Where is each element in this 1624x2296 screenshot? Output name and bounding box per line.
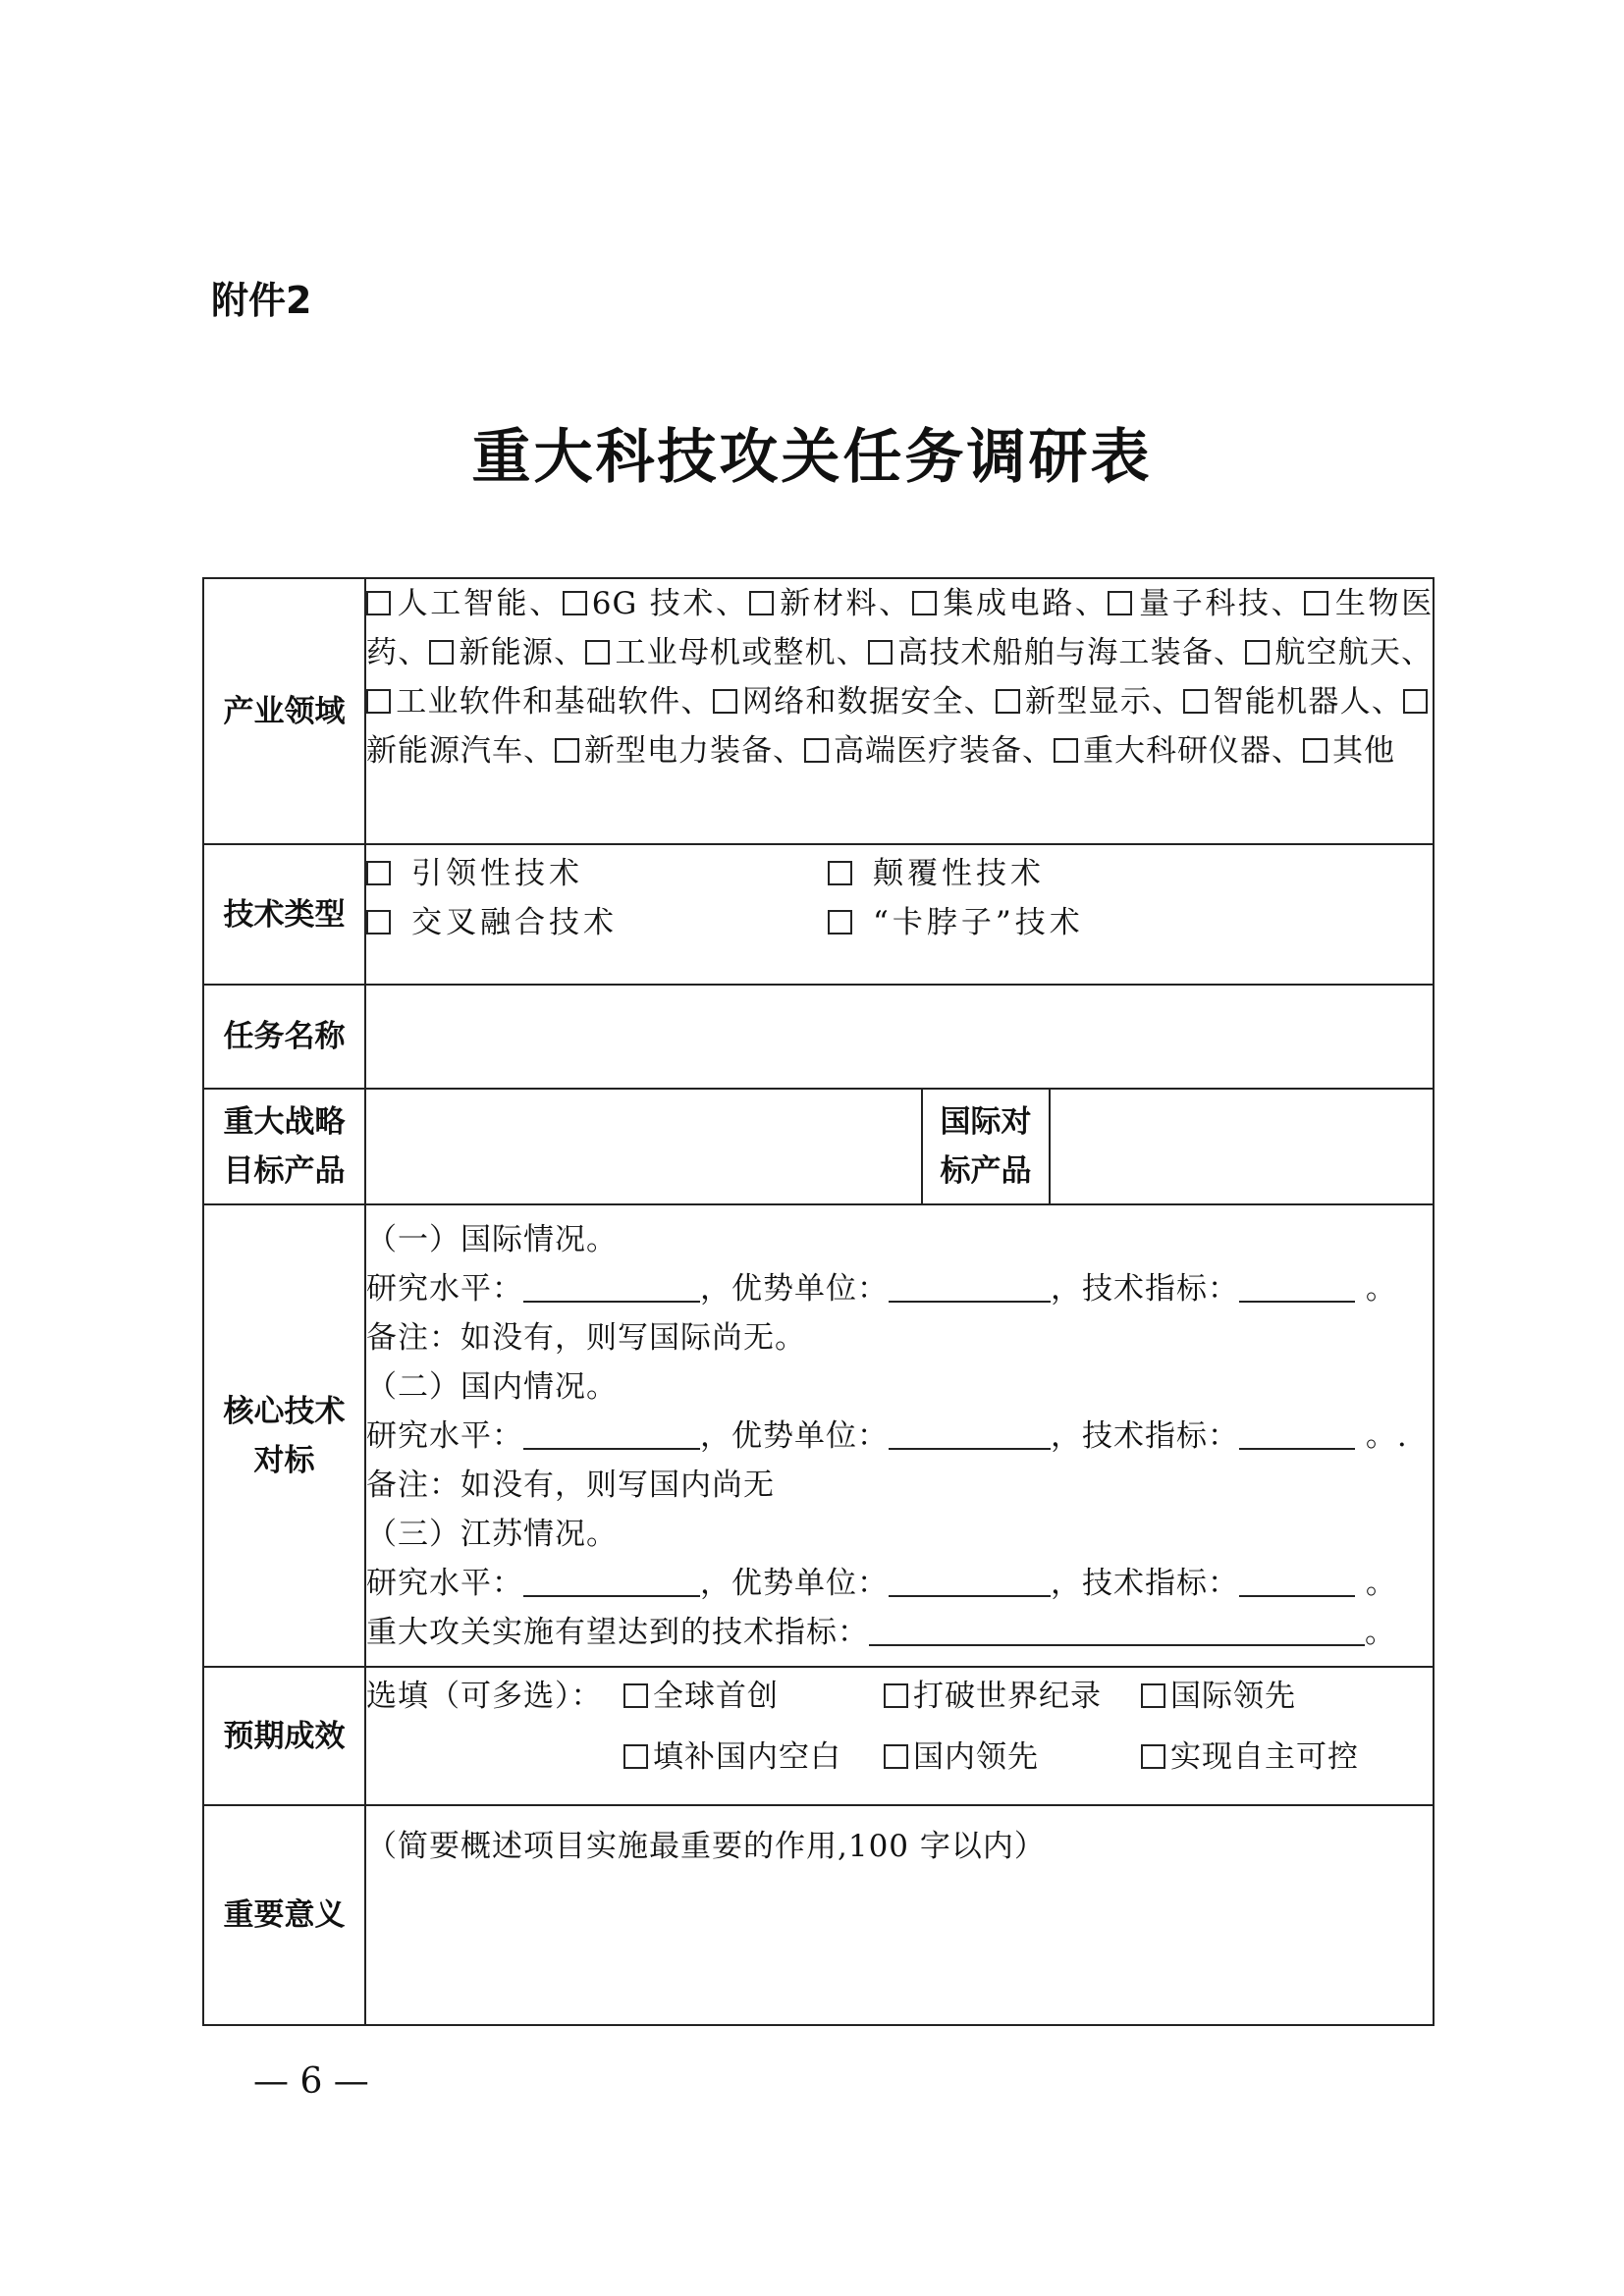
- industry-label: 产业领域: [203, 578, 365, 844]
- intl-benchmark-product-field[interactable]: [1050, 1089, 1434, 1204]
- checkbox-icon[interactable]: [563, 591, 587, 615]
- row-expected-effect: [203, 1667, 1434, 1805]
- tech-option-cross[interactable]: 交叉融合技术: [366, 898, 828, 947]
- checkbox-icon[interactable]: [429, 640, 454, 665]
- industry-option[interactable]: 新型电力装备: [555, 733, 773, 769]
- checkbox-icon[interactable]: [996, 689, 1020, 714]
- target-index-line: 重大攻关实施有望达到的技术指标： 。: [366, 1615, 1396, 1650]
- tech-type-label: 技术类型: [203, 844, 365, 985]
- significance-label: 重要意义: [203, 1805, 365, 2025]
- checkbox-icon[interactable]: [868, 640, 893, 665]
- checkbox-icon[interactable]: [366, 910, 391, 934]
- industry-option[interactable]: 新材料: [749, 586, 880, 621]
- industry-option[interactable]: 新能源汽车: [366, 684, 1433, 769]
- checkbox-icon[interactable]: [828, 910, 852, 934]
- industry-option[interactable]: 工业母机或整机: [585, 635, 836, 670]
- survey-form: [202, 577, 1435, 2026]
- industry-option[interactable]: 航空航天: [1245, 635, 1401, 670]
- effect-option[interactable]: 国内领先: [884, 1733, 1141, 1793]
- blank-field[interactable]: [869, 1617, 1365, 1646]
- checkbox-icon[interactable]: [1245, 640, 1270, 665]
- checkbox-icon[interactable]: [623, 1744, 648, 1769]
- checkbox-icon[interactable]: [555, 738, 579, 763]
- expected-effect-label: 预期成效: [203, 1667, 365, 1805]
- checkbox-icon[interactable]: [912, 591, 937, 615]
- row-core-tech: [203, 1204, 1434, 1667]
- blank-field[interactable]: [523, 1568, 700, 1597]
- effect-option[interactable]: 打破世界纪录: [884, 1672, 1141, 1733]
- domestic-heading: （二）国内情况。: [366, 1369, 618, 1405]
- industry-option-list: 人工智能、 6G 技术、 新材料、 集成电路、 量子科技、 生物医药、 新能源、 工业母机或整机、 高技术船舶与海工装备、 航空航天、工业软件和基础软件、 网络和数据安全、 新型显示、 智能机器人、新能源汽车、 新型电力装备、 高端医疗装备、 重大科研仪器、 其他: [366, 586, 1434, 769]
- industry-option[interactable]: 网络和数据安全: [713, 684, 964, 720]
- checkbox-icon[interactable]: [1108, 591, 1132, 615]
- checkbox-icon[interactable]: [884, 1683, 908, 1708]
- core-tech-content: [365, 1204, 1434, 1667]
- checkbox-icon[interactable]: [884, 1744, 908, 1769]
- intl-heading: （一）国际情况。: [366, 1222, 618, 1257]
- effect-option[interactable]: 国际领先: [1141, 1672, 1372, 1733]
- intl-note: 备注：如没有，则写国际尚无。: [366, 1320, 806, 1356]
- blank-field[interactable]: [523, 1420, 700, 1450]
- blank-field[interactable]: [1239, 1568, 1355, 1597]
- strategic-product-field[interactable]: [365, 1089, 922, 1204]
- tech-option-disruptive[interactable]: 颠覆性技术: [828, 849, 1211, 898]
- row-industry: [203, 578, 1434, 844]
- checkbox-icon[interactable]: [1304, 591, 1328, 615]
- industry-option[interactable]: 其他: [1303, 733, 1395, 769]
- blank-field[interactable]: [1239, 1273, 1355, 1303]
- checkbox-icon[interactable]: [1403, 689, 1428, 714]
- jiangsu-heading: （三）江苏情况。: [366, 1517, 618, 1552]
- intl-benchmark-product-label: 国际对 标产品: [922, 1089, 1050, 1204]
- industry-option[interactable]: 新型显示: [996, 684, 1152, 720]
- industry-option[interactable]: 高端医疗装备: [804, 733, 1022, 769]
- checkbox-icon[interactable]: [1183, 689, 1208, 714]
- page-number: — 6 —: [253, 2061, 369, 2102]
- domestic-note: 备注：如没有，则写国内尚无: [366, 1468, 775, 1503]
- page-title: 重大科技攻关任务调研表: [471, 423, 1153, 492]
- task-name-field[interactable]: [365, 985, 1434, 1089]
- checkbox-icon[interactable]: [1054, 738, 1078, 763]
- significance-field[interactable]: [365, 1805, 1434, 2025]
- checkbox-icon[interactable]: [366, 689, 391, 714]
- row-significance: [203, 1805, 1434, 2025]
- expected-effect-options: [365, 1667, 1434, 1805]
- checkbox-icon[interactable]: [585, 640, 610, 665]
- industry-option[interactable]: 智能机器人: [1183, 684, 1371, 720]
- effect-prefix: 选填（可多选）：: [366, 1679, 603, 1714]
- industry-option[interactable]: 新能源: [429, 635, 554, 670]
- industry-option[interactable]: 人工智能: [366, 586, 529, 621]
- core-tech-label: 核心技术 对标: [203, 1204, 365, 1667]
- domestic-research-line: 研究水平： ，优势单位： ，技术指标： 。.: [366, 1418, 1408, 1454]
- industry-option[interactable]: 量子科技: [1108, 586, 1271, 621]
- checkbox-icon[interactable]: [1303, 738, 1327, 763]
- intl-research-line: 研究水平： ，优势单位： ，技术指标： 。: [366, 1271, 1397, 1307]
- jiangsu-research-line: 研究水平： ，优势单位： ，技术指标： 。: [366, 1566, 1397, 1601]
- row-task-name: [203, 985, 1434, 1089]
- checkbox-icon[interactable]: [366, 591, 391, 615]
- effect-option[interactable]: 填补国内空白: [623, 1733, 884, 1793]
- effect-option[interactable]: 实现自主可控: [1141, 1733, 1372, 1793]
- checkbox-icon[interactable]: [713, 689, 737, 714]
- attachment-label: 附件2: [211, 279, 312, 322]
- row-strategic-product: [203, 1089, 1434, 1204]
- checkbox-icon[interactable]: [623, 1683, 648, 1708]
- industry-option[interactable]: 集成电路: [912, 586, 1075, 621]
- industry-option[interactable]: 高技术船舶与海工装备: [868, 635, 1214, 670]
- strategic-product-label: 重大战略 目标产品: [203, 1089, 365, 1204]
- tech-option-bottleneck[interactable]: “卡脖子”技术: [828, 898, 1211, 947]
- blank-field[interactable]: [523, 1273, 700, 1303]
- industry-option[interactable]: 生物医药: [366, 586, 1434, 670]
- checkbox-icon[interactable]: [366, 861, 391, 885]
- checkbox-icon[interactable]: [1141, 1744, 1165, 1769]
- tech-type-options: [365, 844, 1434, 985]
- blank-field[interactable]: [889, 1420, 1051, 1450]
- blank-field[interactable]: [889, 1568, 1051, 1597]
- industry-option[interactable]: 重大科研仪器: [1054, 733, 1272, 769]
- industry-option[interactable]: 6G 技术: [563, 586, 716, 621]
- tech-option-leading[interactable]: 引领性技术: [366, 849, 828, 898]
- significance-hint: （简要概述项目实施最重要的作用,100 字以内）: [366, 1829, 1046, 1864]
- checkbox-icon[interactable]: [1141, 1683, 1165, 1708]
- task-name-label: 任务名称: [203, 985, 365, 1089]
- industry-options: [365, 578, 1434, 844]
- blank-field[interactable]: [1239, 1420, 1355, 1450]
- checkbox-icon[interactable]: [828, 861, 852, 885]
- row-tech-type: [203, 844, 1434, 985]
- blank-field[interactable]: [889, 1273, 1051, 1303]
- checkbox-icon[interactable]: [749, 591, 774, 615]
- effect-option[interactable]: 全球首创: [623, 1672, 884, 1733]
- industry-option[interactable]: 工业软件和基础软件: [366, 684, 680, 720]
- checkbox-icon[interactable]: [804, 738, 829, 763]
